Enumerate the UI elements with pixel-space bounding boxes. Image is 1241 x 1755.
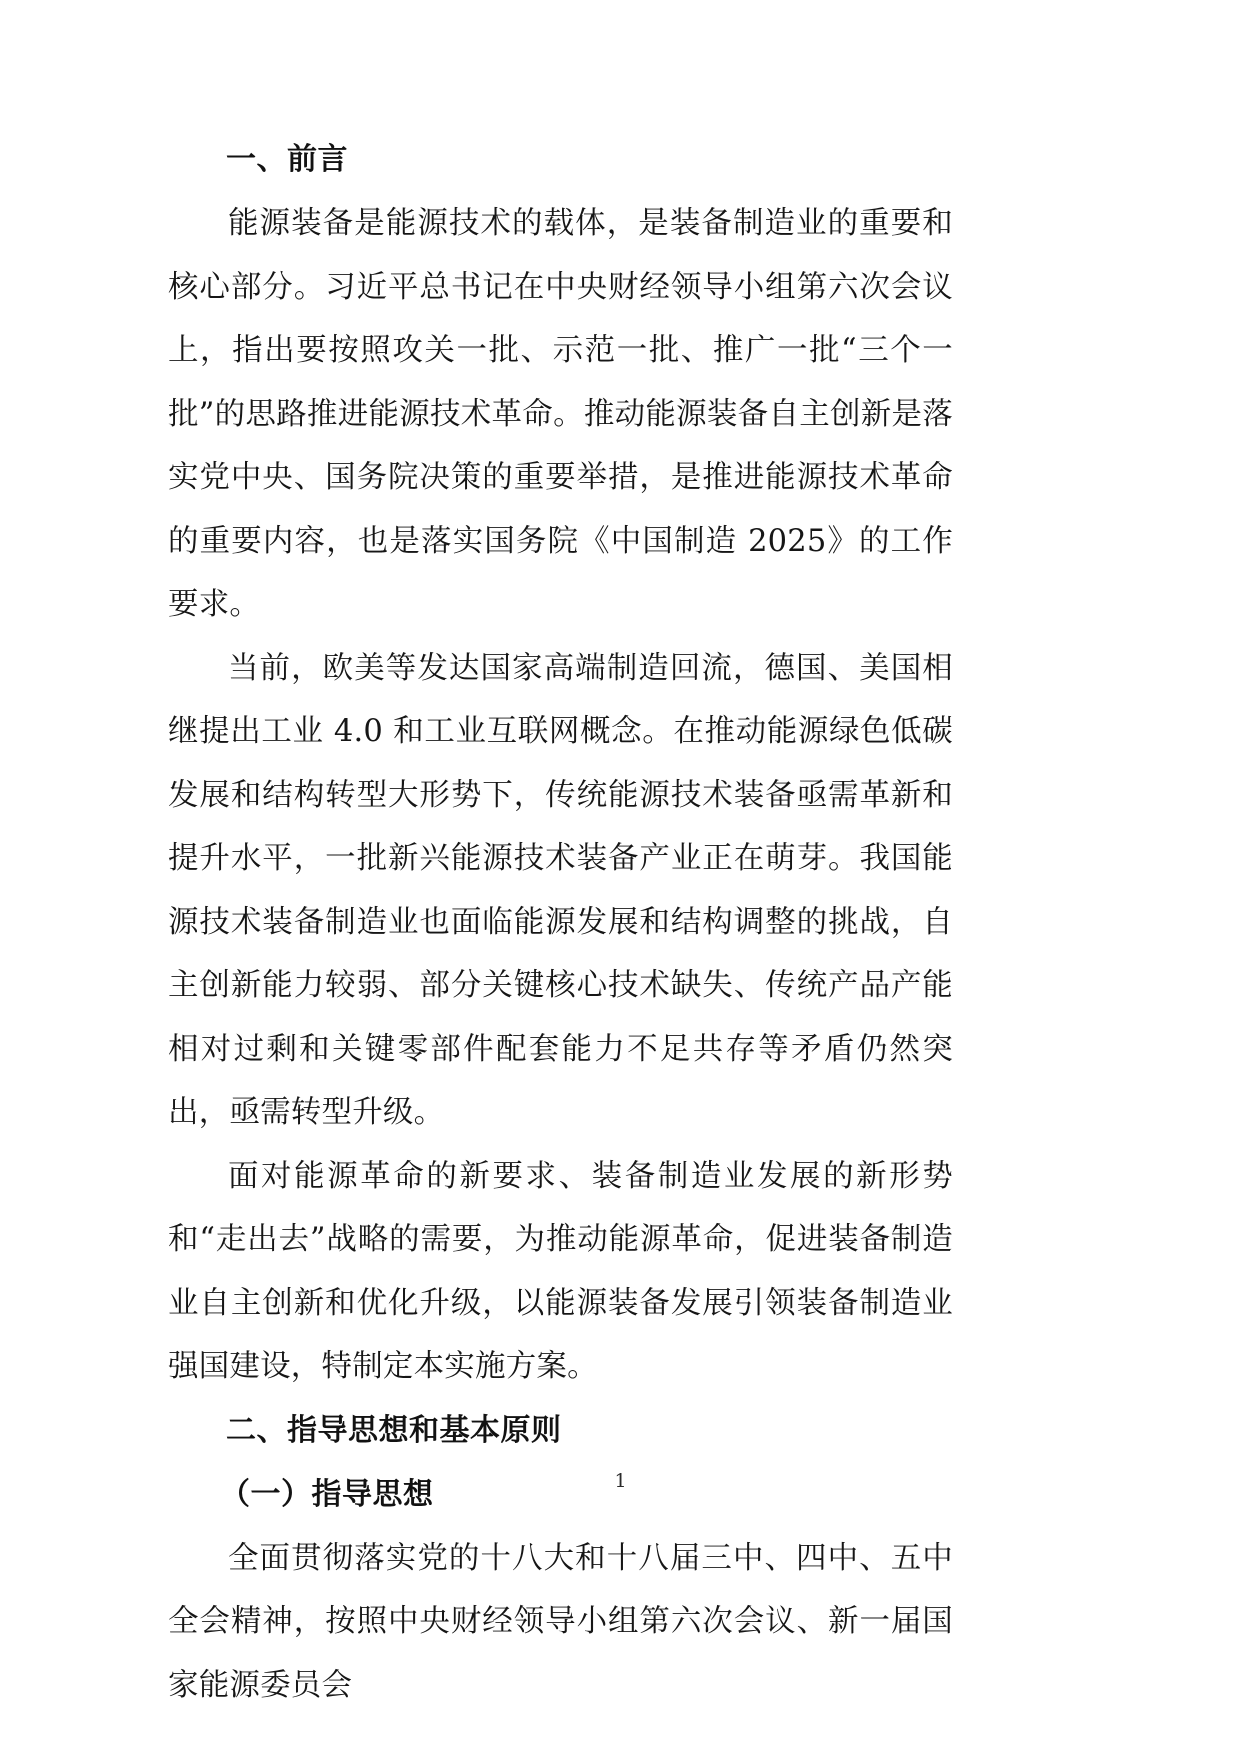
section-heading-preface: 一、前言 [226, 142, 348, 177]
section-heading-guiding-thought-and-principles: 二、指导思想和基本原则 [226, 1412, 562, 1448]
paragraph-guiding-thought-body: 全面贯彻落实党的十八大和十八届三中、四中、五中全会精神，按照中央财经领导小组第六次会议、新一届国家能源委员会 [168, 1540, 953, 1703]
paragraph-current-situation: 当前，欧美等发达国家高端制造回流，德国、美国相继提出工业 4.0 和工业互联网概念。在推动能源绿色低碳发展和结构转型大形势下，传统能源技术装备亟需革新和提升水平，一批新兴能源技术装备产业正在萌芽。我国能源技术装备制造业也面临能源发展和结构调整的挑战，自主创新能力较弱、部分关键核心技术缺失、传统产品产能相对过剩和关键零部件配套能力不足共存等矛盾仍然突出，亟需转型升级。 [168, 650, 953, 1130]
paragraph-energy-equipment-carrier: 能源装备是能源技术的载体，是装备制造业的重要和核心部分。习近平总书记在中央财经领导小组第六次会议上，指出要按照攻关一批、示范一批、推广一批“三个一批”的思路推进能源技术革命。推动能源装备自主创新是落实党中央、国务院决策的重要举措，是推进能源技术革命的重要内容，也是落实国务院《中国制造 2025》的工作要求。 [168, 206, 953, 622]
page-number: 1 [614, 1470, 627, 1492]
paragraph-facing-new-requirements: 面对能源革命的新要求、装备制造业发展的新形势和“走出去”战略的需要，为推动能源革命，促进装备制造业自主创新和优化升级，以能源装备发展引领装备制造业强国建设，特制定本实施方案。 [168, 1158, 953, 1384]
subsection-heading-guiding-thought: （一）指导思想 [220, 1476, 434, 1512]
